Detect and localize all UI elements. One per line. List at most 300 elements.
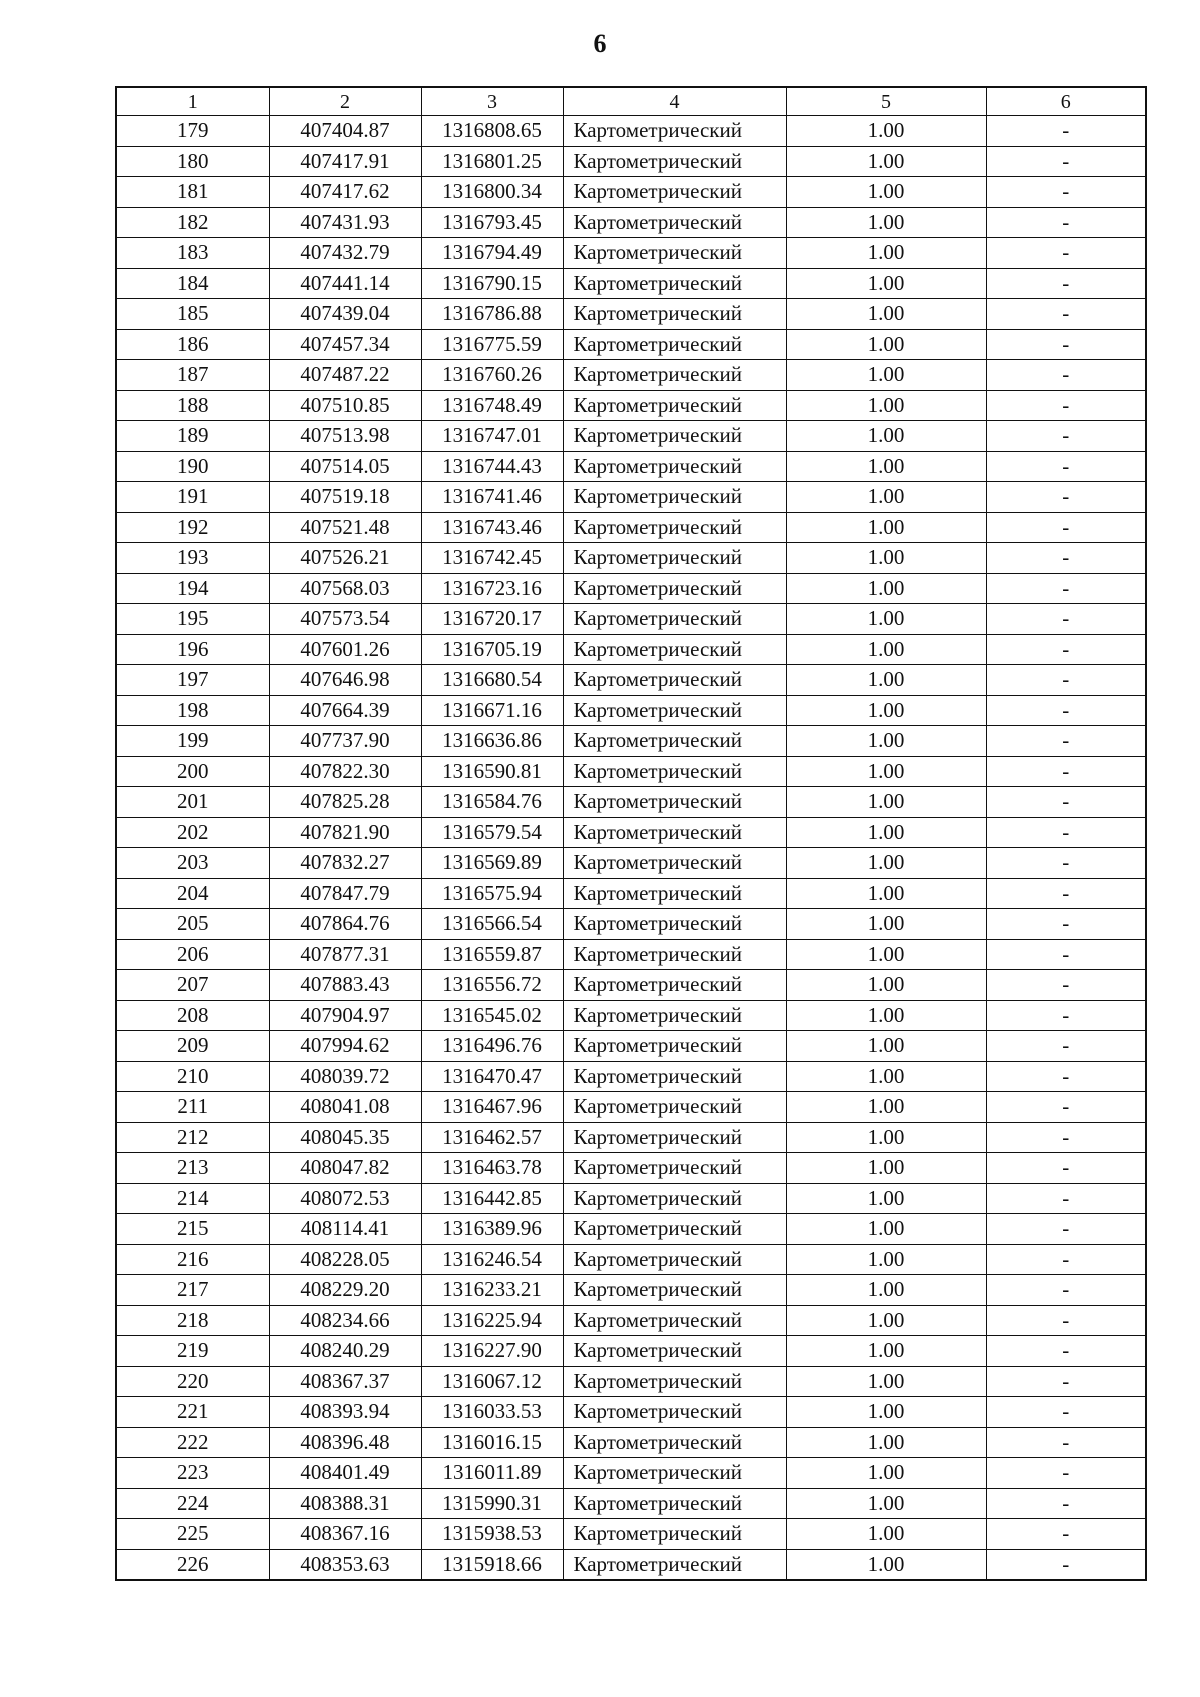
y-coordinate-cell: 1316233.21 xyxy=(421,1275,563,1306)
method-cell: Картометрический xyxy=(563,116,786,147)
table-row xyxy=(116,1244,1146,1275)
note-cell: - xyxy=(986,939,1146,970)
method-cell: Картометрический xyxy=(563,817,786,848)
table-row xyxy=(116,1366,1146,1397)
note-cell: - xyxy=(986,1092,1146,1123)
point-number-cell: 192 xyxy=(116,512,269,543)
note-cell: - xyxy=(986,238,1146,269)
y-coordinate-cell: 1316227.90 xyxy=(421,1336,563,1367)
y-coordinate-cell: 1316579.54 xyxy=(421,817,563,848)
note-cell: - xyxy=(986,543,1146,574)
y-coordinate-cell: 1316566.54 xyxy=(421,909,563,940)
table-row xyxy=(116,1305,1146,1336)
accuracy-cell: 1.00 xyxy=(786,1488,986,1519)
point-number-cell: 219 xyxy=(116,1336,269,1367)
y-coordinate-cell: 1316705.19 xyxy=(421,634,563,665)
y-coordinate-cell: 1316680.54 xyxy=(421,665,563,696)
table-row xyxy=(116,634,1146,665)
table-row xyxy=(116,1031,1146,1062)
point-number-cell: 210 xyxy=(116,1061,269,1092)
point-number-cell: 182 xyxy=(116,207,269,238)
accuracy-cell: 1.00 xyxy=(786,604,986,635)
coordinates-table xyxy=(115,86,1147,1581)
y-coordinate-cell: 1316556.72 xyxy=(421,970,563,1001)
table-row xyxy=(116,970,1146,1001)
note-cell: - xyxy=(986,1153,1146,1184)
x-coordinate-cell: 408234.66 xyxy=(269,1305,421,1336)
note-cell: - xyxy=(986,970,1146,1001)
table-row xyxy=(116,878,1146,909)
note-cell: - xyxy=(986,726,1146,757)
accuracy-cell: 1.00 xyxy=(786,1000,986,1031)
method-cell: Картометрический xyxy=(563,878,786,909)
method-cell: Картометрический xyxy=(563,604,786,635)
accuracy-cell: 1.00 xyxy=(786,787,986,818)
table-row xyxy=(116,116,1146,147)
accuracy-cell: 1.00 xyxy=(786,238,986,269)
accuracy-cell: 1.00 xyxy=(786,1336,986,1367)
table-row xyxy=(116,451,1146,482)
accuracy-cell: 1.00 xyxy=(786,970,986,1001)
accuracy-cell: 1.00 xyxy=(786,116,986,147)
accuracy-cell: 1.00 xyxy=(786,939,986,970)
x-coordinate-cell: 407404.87 xyxy=(269,116,421,147)
x-coordinate-cell: 407832.27 xyxy=(269,848,421,879)
accuracy-cell: 1.00 xyxy=(786,1214,986,1245)
point-number-cell: 180 xyxy=(116,146,269,177)
point-number-cell: 207 xyxy=(116,970,269,1001)
x-coordinate-cell: 408401.49 xyxy=(269,1458,421,1489)
x-coordinate-cell: 407521.48 xyxy=(269,512,421,543)
point-number-cell: 205 xyxy=(116,909,269,940)
point-number-cell: 196 xyxy=(116,634,269,665)
y-coordinate-cell: 1316747.01 xyxy=(421,421,563,452)
method-cell: Картометрический xyxy=(563,787,786,818)
y-coordinate-cell: 1316467.96 xyxy=(421,1092,563,1123)
point-number-cell: 189 xyxy=(116,421,269,452)
y-coordinate-cell: 1316808.65 xyxy=(421,116,563,147)
note-cell: - xyxy=(986,817,1146,848)
header-cell-5: 5 xyxy=(786,87,986,116)
y-coordinate-cell: 1316590.81 xyxy=(421,756,563,787)
accuracy-cell: 1.00 xyxy=(786,1519,986,1550)
note-cell: - xyxy=(986,1031,1146,1062)
point-number-cell: 215 xyxy=(116,1214,269,1245)
y-coordinate-cell: 1316246.54 xyxy=(421,1244,563,1275)
y-coordinate-cell: 1315990.31 xyxy=(421,1488,563,1519)
accuracy-cell: 1.00 xyxy=(786,1183,986,1214)
accuracy-cell: 1.00 xyxy=(786,1092,986,1123)
note-cell: - xyxy=(986,482,1146,513)
accuracy-cell: 1.00 xyxy=(786,756,986,787)
x-coordinate-cell: 408393.94 xyxy=(269,1397,421,1428)
method-cell: Картометрический xyxy=(563,1122,786,1153)
point-number-cell: 181 xyxy=(116,177,269,208)
point-number-cell: 225 xyxy=(116,1519,269,1550)
x-coordinate-cell: 407994.62 xyxy=(269,1031,421,1062)
method-cell: Картометрический xyxy=(563,329,786,360)
y-coordinate-cell: 1316463.78 xyxy=(421,1153,563,1184)
accuracy-cell: 1.00 xyxy=(786,1061,986,1092)
x-coordinate-cell: 407487.22 xyxy=(269,360,421,391)
point-number-cell: 199 xyxy=(116,726,269,757)
point-number-cell: 184 xyxy=(116,268,269,299)
method-cell: Картометрический xyxy=(563,1519,786,1550)
point-number-cell: 218 xyxy=(116,1305,269,1336)
header-row xyxy=(116,87,1146,116)
method-cell: Картометрический xyxy=(563,726,786,757)
note-cell: - xyxy=(986,1275,1146,1306)
y-coordinate-cell: 1316559.87 xyxy=(421,939,563,970)
method-cell: Картометрический xyxy=(563,177,786,208)
note-cell: - xyxy=(986,1305,1146,1336)
point-number-cell: 213 xyxy=(116,1153,269,1184)
x-coordinate-cell: 408367.16 xyxy=(269,1519,421,1550)
method-cell: Картометрический xyxy=(563,1458,786,1489)
table-row xyxy=(116,1519,1146,1550)
x-coordinate-cell: 407847.79 xyxy=(269,878,421,909)
point-number-cell: 191 xyxy=(116,482,269,513)
header-cell-6: 6 xyxy=(986,87,1146,116)
accuracy-cell: 1.00 xyxy=(786,329,986,360)
table-row xyxy=(116,390,1146,421)
accuracy-cell: 1.00 xyxy=(786,665,986,696)
x-coordinate-cell: 407417.62 xyxy=(269,177,421,208)
table-row xyxy=(116,512,1146,543)
x-coordinate-cell: 408388.31 xyxy=(269,1488,421,1519)
point-number-cell: 198 xyxy=(116,695,269,726)
method-cell: Картометрический xyxy=(563,665,786,696)
note-cell: - xyxy=(986,695,1146,726)
y-coordinate-cell: 1316801.25 xyxy=(421,146,563,177)
method-cell: Картометрический xyxy=(563,756,786,787)
accuracy-cell: 1.00 xyxy=(786,207,986,238)
note-cell: - xyxy=(986,512,1146,543)
x-coordinate-cell: 408047.82 xyxy=(269,1153,421,1184)
x-coordinate-cell: 408045.35 xyxy=(269,1122,421,1153)
accuracy-cell: 1.00 xyxy=(786,634,986,665)
table-header xyxy=(116,87,1146,116)
method-cell: Картометрический xyxy=(563,1031,786,1062)
method-cell: Картометрический xyxy=(563,146,786,177)
y-coordinate-cell: 1316786.88 xyxy=(421,299,563,330)
x-coordinate-cell: 408039.72 xyxy=(269,1061,421,1092)
method-cell: Картометрический xyxy=(563,939,786,970)
point-number-cell: 201 xyxy=(116,787,269,818)
note-cell: - xyxy=(986,1549,1146,1580)
y-coordinate-cell: 1316720.17 xyxy=(421,604,563,635)
table-row xyxy=(116,1549,1146,1580)
note-cell: - xyxy=(986,756,1146,787)
table-row xyxy=(116,1488,1146,1519)
accuracy-cell: 1.00 xyxy=(786,1305,986,1336)
note-cell: - xyxy=(986,360,1146,391)
point-number-cell: 211 xyxy=(116,1092,269,1123)
table-row xyxy=(116,848,1146,879)
method-cell: Картометрический xyxy=(563,1092,786,1123)
table-row xyxy=(116,573,1146,604)
y-coordinate-cell: 1316793.45 xyxy=(421,207,563,238)
point-number-cell: 226 xyxy=(116,1549,269,1580)
y-coordinate-cell: 1316067.12 xyxy=(421,1366,563,1397)
accuracy-cell: 1.00 xyxy=(786,1427,986,1458)
note-cell: - xyxy=(986,421,1146,452)
x-coordinate-cell: 407441.14 xyxy=(269,268,421,299)
table-row xyxy=(116,482,1146,513)
x-coordinate-cell: 407646.98 xyxy=(269,665,421,696)
x-coordinate-cell: 407439.04 xyxy=(269,299,421,330)
method-cell: Картометрический xyxy=(563,1214,786,1245)
note-cell: - xyxy=(986,207,1146,238)
point-number-cell: 186 xyxy=(116,329,269,360)
header-cell-2: 2 xyxy=(269,87,421,116)
point-number-cell: 208 xyxy=(116,1000,269,1031)
table-row xyxy=(116,1397,1146,1428)
y-coordinate-cell: 1316671.16 xyxy=(421,695,563,726)
x-coordinate-cell: 408114.41 xyxy=(269,1214,421,1245)
table-row xyxy=(116,360,1146,391)
x-coordinate-cell: 407601.26 xyxy=(269,634,421,665)
x-coordinate-cell: 407883.43 xyxy=(269,970,421,1001)
accuracy-cell: 1.00 xyxy=(786,177,986,208)
table-row xyxy=(116,756,1146,787)
x-coordinate-cell: 407526.21 xyxy=(269,543,421,574)
point-number-cell: 209 xyxy=(116,1031,269,1062)
accuracy-cell: 1.00 xyxy=(786,360,986,391)
point-number-cell: 195 xyxy=(116,604,269,635)
table-row xyxy=(116,939,1146,970)
table-row xyxy=(116,146,1146,177)
method-cell: Картометрический xyxy=(563,1183,786,1214)
accuracy-cell: 1.00 xyxy=(786,1122,986,1153)
x-coordinate-cell: 408353.63 xyxy=(269,1549,421,1580)
table-row xyxy=(116,177,1146,208)
y-coordinate-cell: 1316569.89 xyxy=(421,848,563,879)
method-cell: Картометрический xyxy=(563,1336,786,1367)
method-cell: Картометрический xyxy=(563,299,786,330)
y-coordinate-cell: 1316442.85 xyxy=(421,1183,563,1214)
method-cell: Картометрический xyxy=(563,207,786,238)
note-cell: - xyxy=(986,116,1146,147)
y-coordinate-cell: 1316584.76 xyxy=(421,787,563,818)
x-coordinate-cell: 408396.48 xyxy=(269,1427,421,1458)
table-row xyxy=(116,238,1146,269)
note-cell: - xyxy=(986,1488,1146,1519)
accuracy-cell: 1.00 xyxy=(786,1153,986,1184)
accuracy-cell: 1.00 xyxy=(786,146,986,177)
accuracy-cell: 1.00 xyxy=(786,1397,986,1428)
point-number-cell: 183 xyxy=(116,238,269,269)
header-cell-4: 4 xyxy=(563,87,786,116)
y-coordinate-cell: 1316748.49 xyxy=(421,390,563,421)
method-cell: Картометрический xyxy=(563,482,786,513)
accuracy-cell: 1.00 xyxy=(786,390,986,421)
method-cell: Картометрический xyxy=(563,390,786,421)
method-cell: Картометрический xyxy=(563,1244,786,1275)
y-coordinate-cell: 1316225.94 xyxy=(421,1305,563,1336)
method-cell: Картометрический xyxy=(563,573,786,604)
note-cell: - xyxy=(986,1366,1146,1397)
accuracy-cell: 1.00 xyxy=(786,695,986,726)
accuracy-cell: 1.00 xyxy=(786,878,986,909)
table-row xyxy=(116,1122,1146,1153)
accuracy-cell: 1.00 xyxy=(786,1549,986,1580)
table-row xyxy=(116,1427,1146,1458)
method-cell: Картометрический xyxy=(563,970,786,1001)
point-number-cell: 223 xyxy=(116,1458,269,1489)
x-coordinate-cell: 408041.08 xyxy=(269,1092,421,1123)
x-coordinate-cell: 407513.98 xyxy=(269,421,421,452)
method-cell: Картометрический xyxy=(563,1000,786,1031)
note-cell: - xyxy=(986,451,1146,482)
table-row xyxy=(116,1183,1146,1214)
point-number-cell: 187 xyxy=(116,360,269,391)
point-number-cell: 202 xyxy=(116,817,269,848)
method-cell: Картометрический xyxy=(563,1153,786,1184)
note-cell: - xyxy=(986,1183,1146,1214)
y-coordinate-cell: 1316462.57 xyxy=(421,1122,563,1153)
table-row xyxy=(116,817,1146,848)
accuracy-cell: 1.00 xyxy=(786,268,986,299)
note-cell: - xyxy=(986,390,1146,421)
y-coordinate-cell: 1316760.26 xyxy=(421,360,563,391)
header-cell-3: 3 xyxy=(421,87,563,116)
point-number-cell: 224 xyxy=(116,1488,269,1519)
method-cell: Картометрический xyxy=(563,1061,786,1092)
method-cell: Картометрический xyxy=(563,909,786,940)
note-cell: - xyxy=(986,146,1146,177)
point-number-cell: 222 xyxy=(116,1427,269,1458)
point-number-cell: 203 xyxy=(116,848,269,879)
note-cell: - xyxy=(986,848,1146,879)
y-coordinate-cell: 1316470.47 xyxy=(421,1061,563,1092)
table-row xyxy=(116,268,1146,299)
method-cell: Картометрический xyxy=(563,1427,786,1458)
table-row xyxy=(116,665,1146,696)
note-cell: - xyxy=(986,604,1146,635)
method-cell: Картометрический xyxy=(563,1305,786,1336)
point-number-cell: 193 xyxy=(116,543,269,574)
table-row xyxy=(116,695,1146,726)
y-coordinate-cell: 1316775.59 xyxy=(421,329,563,360)
y-coordinate-cell: 1316389.96 xyxy=(421,1214,563,1245)
note-cell: - xyxy=(986,665,1146,696)
note-cell: - xyxy=(986,634,1146,665)
accuracy-cell: 1.00 xyxy=(786,421,986,452)
method-cell: Картометрический xyxy=(563,512,786,543)
method-cell: Картометрический xyxy=(563,1275,786,1306)
x-coordinate-cell: 407432.79 xyxy=(269,238,421,269)
table-row xyxy=(116,1336,1146,1367)
table-row xyxy=(116,787,1146,818)
x-coordinate-cell: 408240.29 xyxy=(269,1336,421,1367)
y-coordinate-cell: 1316744.43 xyxy=(421,451,563,482)
note-cell: - xyxy=(986,1336,1146,1367)
accuracy-cell: 1.00 xyxy=(786,1275,986,1306)
method-cell: Картометрический xyxy=(563,634,786,665)
method-cell: Картометрический xyxy=(563,543,786,574)
table-row xyxy=(116,1092,1146,1123)
note-cell: - xyxy=(986,1000,1146,1031)
page-number: 6 xyxy=(593,29,607,58)
note-cell: - xyxy=(986,787,1146,818)
y-coordinate-cell: 1316743.46 xyxy=(421,512,563,543)
y-coordinate-cell: 1316742.45 xyxy=(421,543,563,574)
x-coordinate-cell: 408228.05 xyxy=(269,1244,421,1275)
point-number-cell: 220 xyxy=(116,1366,269,1397)
accuracy-cell: 1.00 xyxy=(786,573,986,604)
table-row xyxy=(116,604,1146,635)
method-cell: Картометрический xyxy=(563,848,786,879)
method-cell: Картометрический xyxy=(563,451,786,482)
table-row xyxy=(116,726,1146,757)
x-coordinate-cell: 408229.20 xyxy=(269,1275,421,1306)
note-cell: - xyxy=(986,1244,1146,1275)
method-cell: Картометрический xyxy=(563,421,786,452)
accuracy-cell: 1.00 xyxy=(786,726,986,757)
table-row xyxy=(116,329,1146,360)
note-cell: - xyxy=(986,1061,1146,1092)
note-cell: - xyxy=(986,299,1146,330)
table-row xyxy=(116,1000,1146,1031)
table-row xyxy=(116,1214,1146,1245)
note-cell: - xyxy=(986,1427,1146,1458)
accuracy-cell: 1.00 xyxy=(786,1458,986,1489)
point-number-cell: 217 xyxy=(116,1275,269,1306)
table-row xyxy=(116,543,1146,574)
x-coordinate-cell: 407904.97 xyxy=(269,1000,421,1031)
x-coordinate-cell: 407417.91 xyxy=(269,146,421,177)
x-coordinate-cell: 407864.76 xyxy=(269,909,421,940)
y-coordinate-cell: 1316723.16 xyxy=(421,573,563,604)
point-number-cell: 190 xyxy=(116,451,269,482)
note-cell: - xyxy=(986,177,1146,208)
method-cell: Картометрический xyxy=(563,1397,786,1428)
table-row xyxy=(116,207,1146,238)
point-number-cell: 185 xyxy=(116,299,269,330)
y-coordinate-cell: 1316575.94 xyxy=(421,878,563,909)
method-cell: Картометрический xyxy=(563,268,786,299)
accuracy-cell: 1.00 xyxy=(786,543,986,574)
note-cell: - xyxy=(986,1122,1146,1153)
y-coordinate-cell: 1316496.76 xyxy=(421,1031,563,1062)
y-coordinate-cell: 1316016.15 xyxy=(421,1427,563,1458)
y-coordinate-cell: 1316636.86 xyxy=(421,726,563,757)
table-row xyxy=(116,299,1146,330)
y-coordinate-cell: 1316033.53 xyxy=(421,1397,563,1428)
note-cell: - xyxy=(986,1397,1146,1428)
x-coordinate-cell: 407737.90 xyxy=(269,726,421,757)
note-cell: - xyxy=(986,329,1146,360)
accuracy-cell: 1.00 xyxy=(786,1366,986,1397)
x-coordinate-cell: 407825.28 xyxy=(269,787,421,818)
method-cell: Картометрический xyxy=(563,695,786,726)
point-number-cell: 206 xyxy=(116,939,269,970)
y-coordinate-cell: 1316545.02 xyxy=(421,1000,563,1031)
y-coordinate-cell: 1315938.53 xyxy=(421,1519,563,1550)
x-coordinate-cell: 407822.30 xyxy=(269,756,421,787)
point-number-cell: 204 xyxy=(116,878,269,909)
y-coordinate-cell: 1316011.89 xyxy=(421,1458,563,1489)
note-cell: - xyxy=(986,878,1146,909)
point-number-cell: 179 xyxy=(116,116,269,147)
x-coordinate-cell: 408367.37 xyxy=(269,1366,421,1397)
y-coordinate-cell: 1316800.34 xyxy=(421,177,563,208)
y-coordinate-cell: 1316794.49 xyxy=(421,238,563,269)
method-cell: Картометрический xyxy=(563,360,786,391)
note-cell: - xyxy=(986,1458,1146,1489)
accuracy-cell: 1.00 xyxy=(786,1031,986,1062)
